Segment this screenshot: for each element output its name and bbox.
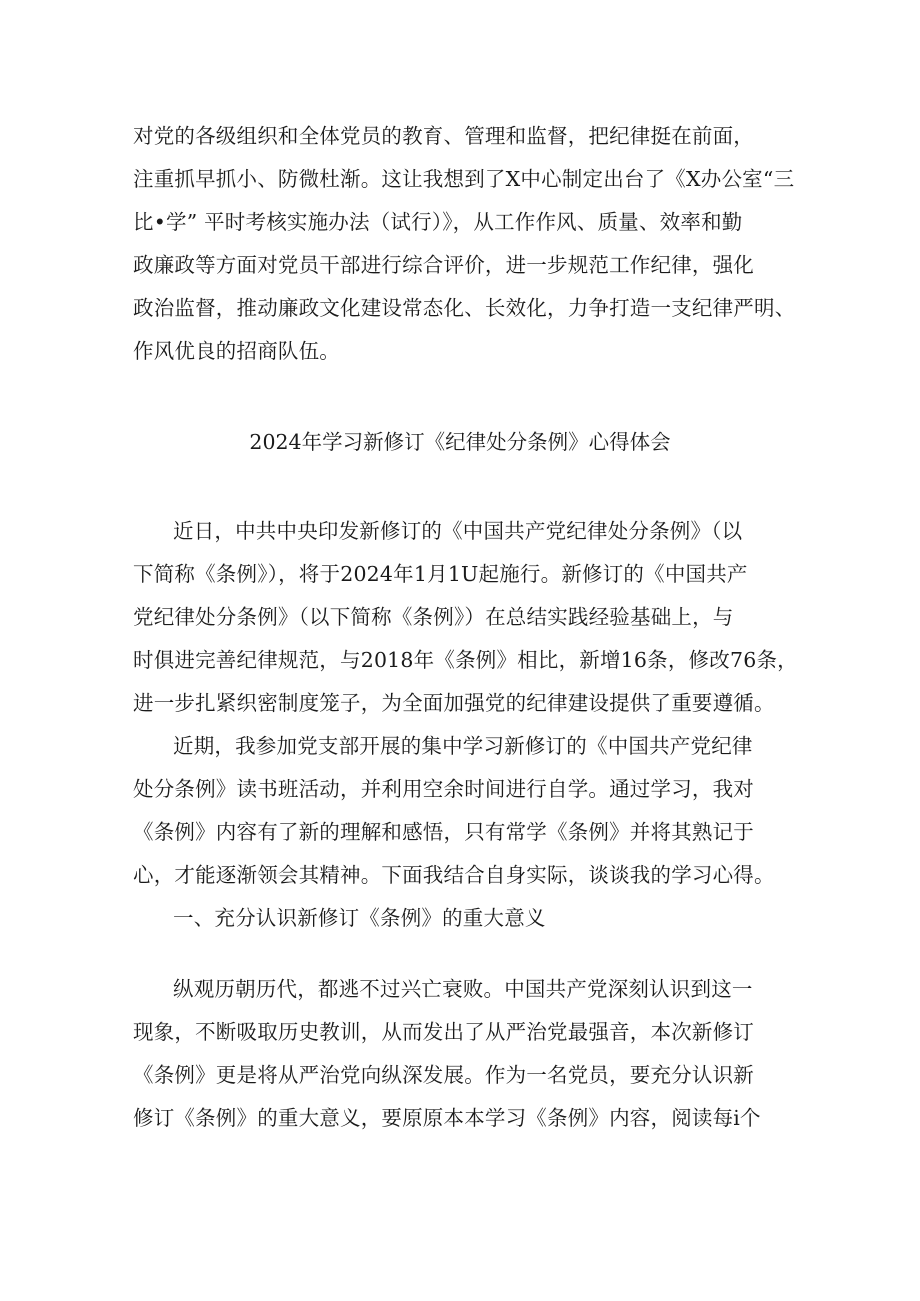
text-line: 心，才能逐渐领会其精神。下面我结合自身实际，谈谈我的学习心得。 [133, 863, 775, 887]
text-line: 政廉政等方面对党员干部进行综合评价，进一步规范工作纪律，强化 [133, 253, 754, 277]
text-line: 作风优良的招商队伍。 [133, 339, 340, 363]
paragraph-2 [133, 725, 798, 897]
text-line: 政治监督，推动廉政文化建设常态化、长效化，力争打造一支纪律严明、 [133, 296, 796, 320]
text-line: 近日，中共中央印发新修订的《中国共产党纪律处分条例》（以 [173, 519, 743, 543]
text-line: 《条例》更是将从严治党向纵深发展。作为一名党员，要充分认识新 [133, 1063, 754, 1087]
heading-line: 一、充分认识新修订《条例》的重大意义 [173, 906, 546, 930]
paragraph-3 [133, 968, 798, 1140]
section-heading-1 [133, 897, 798, 940]
text-line: 《条例》内容有了新的理解和感悟，只有常学《条例》并将其熟记于 [133, 820, 754, 844]
text-line: 对党的各级组织和全体党员的教育、管理和监督，把纪律挺在前面， [133, 124, 754, 148]
text-line: 进一步扎紧织密制度笼子，为全面加强党的纪律建设提供了重要遵循。 [133, 691, 775, 715]
text-line: 现象，不断吸取历史教训，从而发出了从严治党最强音，本次新修订 [133, 1020, 754, 1044]
text-line: 处分条例》读书班活动，并利用空余时间进行自学。通过学习，我对 [133, 777, 754, 801]
article-title: 2024年学习新修订《纪律处分条例》心得体会 [249, 430, 671, 454]
text-line: 党纪律处分条例》（以下简称《条例》）在总结实践经验基础上，与 [133, 605, 734, 629]
paragraph-1 [133, 510, 798, 725]
text-line: 下简称《条例》），将于2024年1月1U起施行。新修订的《中国共产 [133, 562, 748, 586]
text-line: 修订《条例》的重大意义，要原原本本学习《条例》内容，阅读每i个 [133, 1106, 761, 1130]
text-line: 纵观历朝历代，都逃不过兴亡衰败。中国共产党深刻认识到这一 [173, 977, 753, 1001]
text-line: 时俱进完善纪律规范，与2018年《条例》相比，新增16条，修改76条， [133, 648, 798, 672]
intro-paragraph [133, 115, 798, 373]
text-line: 比•学” 平时考核实施办法（试行）》，从工作作风、质量、效率和勤 [133, 210, 743, 234]
text-line: 近期，我参加党支部开展的集中学习新修订的《中国共产党纪律 [173, 734, 753, 758]
text-line: 注重抓早抓小、防微杜渐。这让我想到了X中心制定出台了《X办公室“三 [133, 167, 795, 191]
